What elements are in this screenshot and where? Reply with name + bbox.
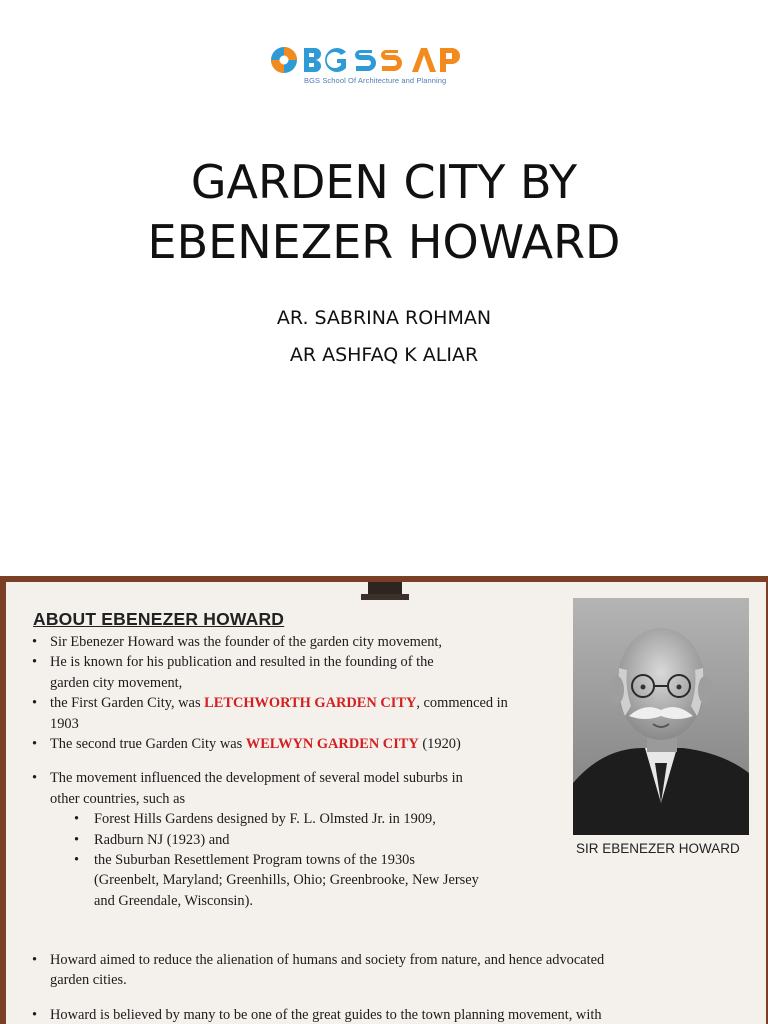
bgssap-logo-mark <box>268 44 468 76</box>
about-slide <box>0 576 768 1024</box>
slide-canvas <box>6 582 766 1024</box>
slide-frame-tab <box>368 582 402 594</box>
slide-title <box>0 152 768 272</box>
bullet-founder: • Sir Ebenezer Howard was the founder of the garden city movement, <box>30 632 570 652</box>
welwyn-highlight: WELWYN GARDEN CITY <box>245 736 419 753</box>
title-line-2: EBENEZER HOWARD <box>147 215 621 269</box>
bullet-movement: • The movement influenced the development of several model suburbs in other countries, such as <box>30 768 570 809</box>
portrait-caption: SIR EBENEZER HOWARD <box>576 841 740 856</box>
slide-frame-tab-base <box>361 594 409 600</box>
bullet-publication: • He is known for his publication and resulted in the founding of the garden city movement, <box>30 652 570 693</box>
sub-bullet-radburn: • Radburn NJ (1923) and <box>30 830 570 850</box>
howard-portrait-photo <box>573 598 749 835</box>
bgssap-logo <box>268 42 468 90</box>
author-1: AR. SABRINA ROHMAN <box>276 307 492 329</box>
sub-bullet-forest-hills: • Forest Hills Gardens designed by F. L. Olmsted Jr. in 1909, <box>30 809 570 829</box>
about-body <box>30 632 570 911</box>
about-body-lower <box>30 950 750 1024</box>
logo-subtitle: BGS School Of Architecture and Planning <box>304 76 447 85</box>
letchworth-highlight: LETCHWORTH GARDEN CITY <box>204 695 417 712</box>
about-heading: ABOUT EBENEZER HOWARD <box>33 609 285 629</box>
bullet-alienation: • Howard aimed to reduce the alienation of humans and society from nature, and hence advocated garden cities. <box>30 950 750 991</box>
title-line-1: GARDEN CITY BY <box>190 155 578 209</box>
author-2: AR ASHFAQ K ALIAR <box>289 344 479 366</box>
bullet-letchworth: • the First Garden City, was LETCHWORTH GARDEN CITY, commenced in 1903 <box>30 693 570 734</box>
bullet-welwyn: • The second true Garden City was WELWYN GARDEN CITY (1920) <box>30 734 570 754</box>
bullet-guides: • Howard is believed by many to be one of the great guides to the town planning movement, with <box>30 1005 750 1024</box>
sub-bullet-resettlement: • the Suburban Resettlement Program towns of the 1930s (Greenbelt, Maryland; Greenhills, Ohio; Greenbrooke, New Jersey and Greendale, Wisconsin). <box>30 850 570 911</box>
